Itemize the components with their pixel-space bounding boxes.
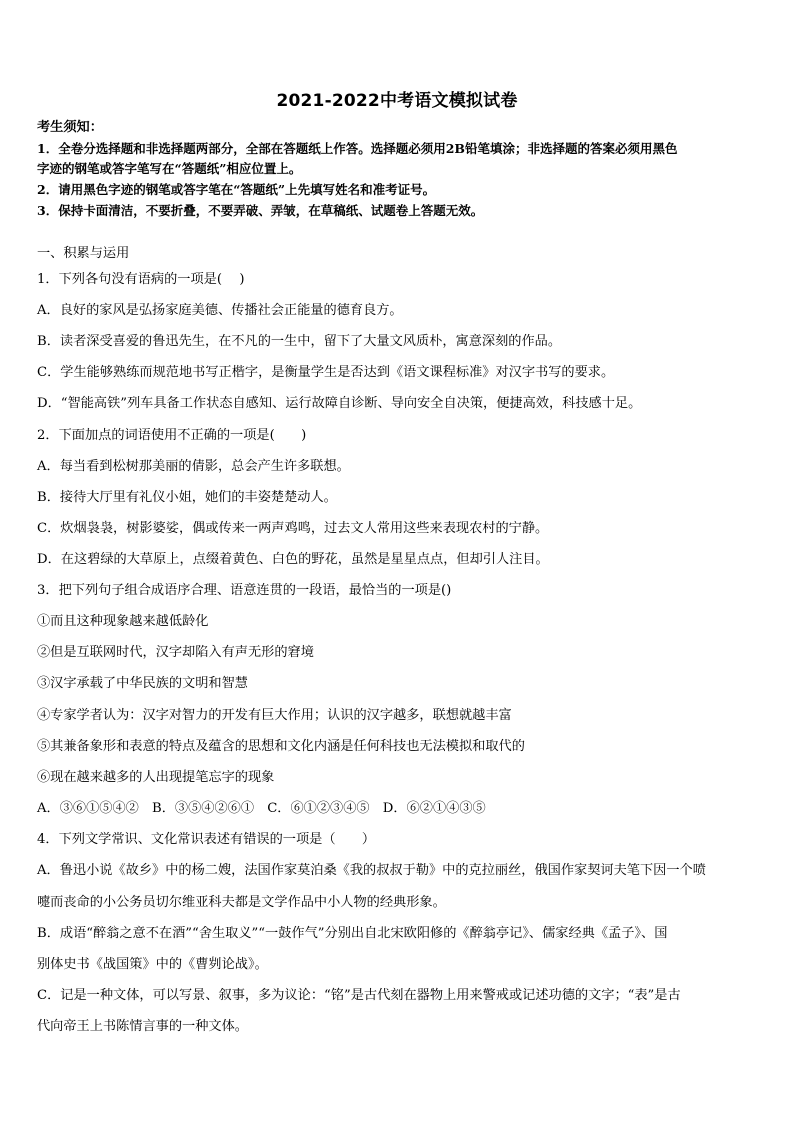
question-line: C．学生能够熟练而规范地书写正楷字，是衡量学生是否达到《语文课程标准》对汉字书写的要求。 [37,365,615,380]
question-line: ①而且这种现象越来越低龄化 [37,614,209,629]
question-line: ②但是互联网时代，汉字却陷入有声无形的窘境 [37,645,314,660]
question-line: 别体史书《战国策》中的《曹刿论战》。 [37,957,268,972]
question-line: ③汉字承载了中华民族的文明和智慧 [37,676,248,691]
question-line: D．“智能高铁”列车具备工作状态自感知、运行故障自诊断、导向安全自决策，便捷高效，科技感十足。 [37,396,642,411]
question-line: 2．下面加点的词语使用不正确的一项是( ) [37,428,307,443]
notice-heading: 考生须知： [37,120,103,135]
question-line: B．读者深受喜爱的鲁迅先生，在不凡的一生中，留下了大量文风质朴，寓意深刻的作品。 [37,334,561,349]
question-line: ⑤其兼备象形和表意的特点及蕴含的思想和文化内涵是任何科技也无法模拟和取代的 [37,739,525,754]
question-line: ⑥现在越来越多的人出现提笔忘字的现象 [37,770,275,785]
question-line: A．良好的家风是弘扬家庭美德、传播社会正能量的德育良方。 [37,303,403,318]
notice-line: 2．请用黑色字迹的钢笔或答字笔在“答题纸”上先填写姓名和准考证号。 [37,182,436,197]
question-line: C．炊烟袅袅，树影婆娑，偶或传来一两声鸡鸣，过去文人常用这些来表现农村的宁静。 [37,521,549,536]
page-title: 2021-2022中考语文模拟试卷 [276,91,518,111]
question-line: C．记是一种文体，可以写景、叙事，多为议论：“铭”是古代刻在器物上用来警戒或记述功德的文字；“表”是古 [37,988,681,1003]
question-line: ④专家学者认为：汉字对智力的开发有巨大作用；认识的汉字越多，联想就越丰富 [37,708,512,723]
question-line: 3．把下列句子组合成语序合理、语意连贯的一段语，最恰当的一项是() [37,583,452,598]
question-line: 嚏而丧命的小公务员切尔维亚科夫都是文学作品中小人物的经典形象。 [37,895,446,910]
question-line: B．成语“醉翁之意不在酒”“舍生取义”“一鼓作气”分别出自北宋欧阳修的《醉翁亭记》、儒家经典《孟子》、国 [37,926,668,941]
question-line: A．每当看到松树那美丽的倩影，总会产生许多联想。 [37,459,350,474]
notice-line: 字迹的钢笔或答字笔写在“答题纸”相应位置上。 [37,161,302,176]
question-line: 代向帝王上书陈情言事的一种文体。 [37,1019,248,1034]
section-heading: 一、积累与运用 [37,246,130,261]
question-line: A．鲁迅小说《故乡》中的杨二嫂，法国作家莫泊桑《我的叔叔于勒》中的克拉丽丝，俄国作家契诃夫笔下因一个喷 [37,863,706,878]
question-line: B．接待大厅里有礼仪小姐，她们的丰姿楚楚动人。 [37,490,337,505]
notice-line: 3．保持卡面清洁，不要折叠，不要弄破、弄皱，在草稿纸、试题卷上答题无效。 [37,203,484,218]
question-line: D．在这碧绿的大草原上，点缀着黄色、白色的野花，虽然是星星点点，但却引人注目。 [37,552,549,567]
question-line: 1．下列各句没有语病的一项是( ) [37,272,245,287]
notice-line: 1．全卷分选择题和非选择题两部分，全部在答题纸上作答。选择题必须用2B铅笔填涂；非选择题的答案必须用黑色 [37,141,678,156]
question-line: A．③⑥①⑤④② B．③⑤④②⑥① C．⑥①②③④⑤ D．⑥②①④③⑤ [37,801,486,816]
question-line: 4．下列文学常识、文化常识表述有错误的一项是（ ） [37,832,376,847]
